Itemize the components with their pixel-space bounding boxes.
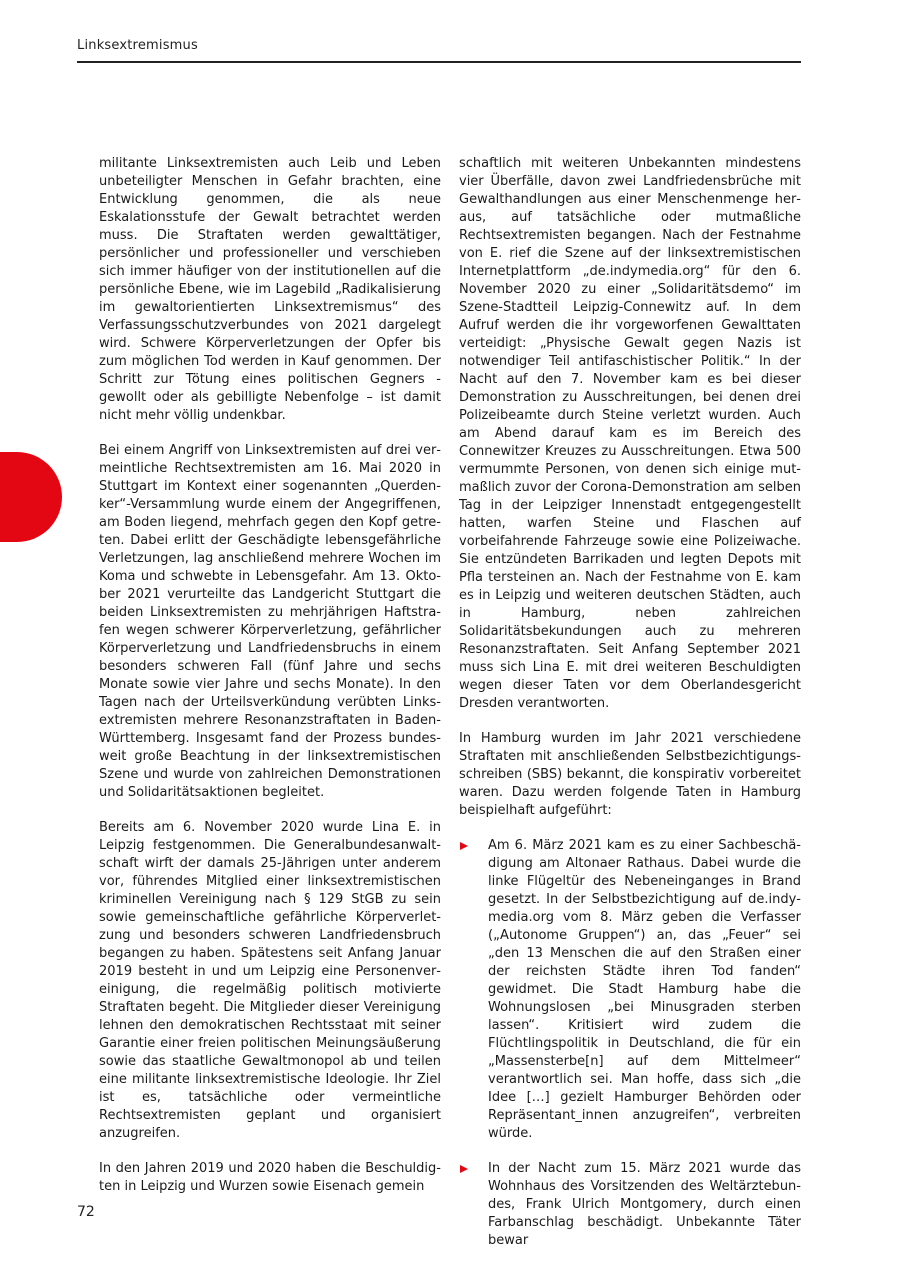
paragraph: militante Linksextremisten auch Leib und Leben unbeteiligter Menschen in Gefahr brachten, eine Entwicklung genommen, die als neue Eskalationsstufe der Gewalt betrachtet werden muss. Die Straftaten werden gewalttätiger, persönlicher und professioneller und verschieben sich immer häufiger von der institutionellen auf die persönliche Ebene, wie im Lagebild „Radikalisierung im gewaltorientierten Linksextremismus“ des Verfassungsschutzverbundes von 2021 dargelegt wird. Schwere Körperverletzungen der Opfer bis zum möglichen Tod werden in Kauf genommen. Der Schritt zur Tötung eines politischen Gegners - gewollt oder als gebilligte Nebenfolge – ist damit nicht mehr völlig undenkbar. [99,156,441,423]
paragraph: Bereits am 6. November 2020 wurde Lina E. in Leipzig festgenommen. Die Generalbundesanwaltschaft wirft der damals 25-Jährigen unter anderem vor, führendes Mitglied einer linksextremistischen kriminellen Vereinigung nach § 129 StGB zu sein sowie gemeinschaftliche gefährliche Körperverletzung und besonders schweren Landfriedensbruch begangen zu haben. Spätestens seit Anfang Januar 2019 besteht in und um Leipzig eine Personenvereinigung, die regelmäßig politisch motivierte Straftaten begeht. Die Mitglieder dieser Vereinigung lehnen den demokratischen Rechtsstaat mit seiner Garantie einer freien politischen Meinungsäußerung sowie das staatliche Gewaltmonopol ab und teilen eine militante linksextremistische Ideologie. Ihr Ziel ist es, tatsächliche oder vermeintliche Rechtsextremisten geplant und organisiert anzugreifen. [99,820,441,1141]
running-header: Linksextremismus [77,38,198,53]
triangle-bullet-icon [460,1165,468,1173]
paragraph: Bei einem Angriff von Linksextremisten auf drei vermeintliche Rechtsextremisten am 16. Mai 2020 in Stuttgart im Kontext einer sogenannten „Querdenker“-Versammlung wurde einem der Angegriffenen, am Boden liegend, mehrfach gegen den Kopf getreten. Dabei erlitt der Geschädigte lebensgefährliche Verletzungen, lag anschließend mehrere Wochen im Koma und schwebte in Lebensgefahr. Am 13. Oktober 2021 verurteilte das Landgericht Stuttgart die beiden Linksextremisten zu mehrjährigen Haftstrafen wegen schwerer Körperverletzung, gefährlicher Körperverletzung und Landfriedensbruchs in einem besonders schweren Fall (fünf Jahre und sechs Monate sowie vier Jahre und sechs Monate). In den Tagen nach der Urteilsverkündung verübten Linksextremisten mehrere Resonanzstraftaten in Baden-Württemberg. Insgesamt fand der Prozess bundesweit große Beachtung in der linksextremistischen Szene und wurde von zahlreichen Demonstrationen und Solidaritätsaktionen begleitet. [99,443,441,800]
bullet-text: In der Nacht zum 15. März 2021 wurde das Wohnhaus des Vorsitzenden des Weltärztebundes, Frank Ulrich Montgomery, durch einen Farbanschlag beschädigt. Unbekannte Täter bewar [488,1161,801,1248]
bullet-list [459,837,801,1250]
paragraph: schaftlich mit weiteren Unbekannten mindestens vier Überfälle, davon zwei Landfriedensbrüche mit Gewalthandlungen aus einer Menschenmenge heraus, auf tatsächliche oder mutmaßliche Rechtsextremisten begangen. Nach der Festnahme von E. rief die Szene auf der linksextremistischen Internetplattform „de.indymedia.org“ für den 6. November 2020 zu einer „Solidaritätsdemo“ im Szene-Stadtteil Leipzig-Connewitz auf. In dem Aufruf werden die ihr vorgeworfenen Gewalttaten verteidigt: „Physische Gewalt gegen Nazis ist notwendiger Teil antifaschistischer Politik.“ In der Nacht auf den 7. November kam es bei dieser Demonstration zu Ausschreitungen, bei denen drei Polizeibeamte durch Steine verletzt wurden. Auch am Abend darauf kam es im Bereich des Connewitzer Kreuzes zu Ausschreitungen. Etwa 500 vermummte Personen, von denen sich einige mutmaßlich zuvor der Corona-Demonstration am selben Tag in der Leipziger Innenstadt entgegengestellt hatten, warfen Steine und Flaschen auf vorbeifahrende Fahrzeuge sowie eine Polizeiwache. Sie entzündeten Barrikaden und legten Depots mit Pfla tersteinen an. Nach der Festnahme von E. kam es in Leipzig und weiteren deutschen Städten, auch in Hamburg, neben zahlreichen Solidaritätsbekundungen auch zu mehreren Resonanzstraftaten. Seit Anfang September 2021 muss sich Lina E. mit drei weiteren Beschuldigten wegen dieser Taten vor dem Oberlandesgericht Dresden verantworten. [459,156,801,711]
bullet-text: Am 6. März 2021 kam es zu einer Sachbeschädigung am Altonaer Rathaus. Dabei wurde die linke Flügeltür des Nebeneinganges in Brand gesetzt. In der Selbstbezichtigung auf de.indymedia.org vom 8. März geben die Verfasser („Autonome Gruppen“) an, das „Feuer“ sei „den 13 Menschen die auf den Straßen einer der reichsten Städte ihren Tod fanden“ gewidmet. Die Stadt Hamburg habe die Wohnungslosen „bei Minusgraden sterben lassen“. Kritisiert wird zudem die Flüchtlingspolitik in Deutschland, die für ein „Massensterbe[n] auf dem Mittelmeer“ verantwortlich sei. Man hoffe, dass sich „die Idee […] gezielt Hamburger Behörden oder Repräsentant_innen anzugreifen“, verbreiten würde. [488,838,801,1141]
paragraph: In den Jahren 2019 und 2020 haben die Beschuldigten in Leipzig und Wurzen sowie Eisenach gemein [99,1161,441,1194]
header-rule [77,61,801,63]
bullet-item [459,837,801,1143]
page-number: 72 [77,1204,95,1220]
paragraph: In Hamburg wurden im Jahr 2021 verschiedene Straftaten mit anschließenden Selbstbezichtigungsschreiben (SBS) bekannt, die konspirativ vorbereitet waren. Dazu werden folgende Taten in Hamburg beispielhaft aufgeführt: [459,731,801,818]
bullet-item [459,1160,801,1250]
right-column [459,155,801,1250]
triangle-bullet-icon [460,842,468,850]
chapter-side-tab [0,452,62,542]
left-column [99,155,441,1196]
